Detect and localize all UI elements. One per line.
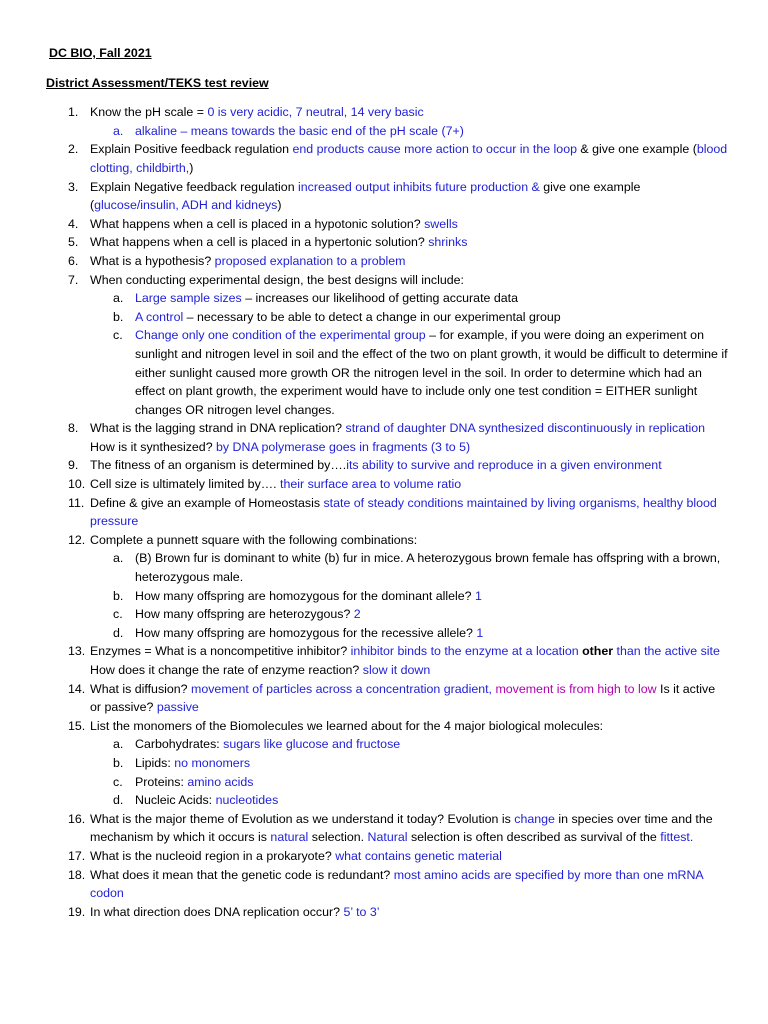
question-number: 4. [68,216,79,231]
sub-question-item [46,308,728,327]
prompt-text: What is the major theme of Evolution as we understand it today? Evolution is [90,811,515,826]
question-item [46,494,728,531]
answer-text: its ability to survive and reproduce in a given environment [346,458,662,473]
answer-text: strand of daughter DNA synthesized discontinuously in replication [345,421,706,436]
answer-text: most amino acids are specified by more than one mRNA codon [90,867,703,901]
question-text [90,458,662,472]
question-item [46,233,728,252]
answer-text: shrinks [428,235,468,250]
question-item [46,419,728,456]
sub-question-letter: a. [113,291,124,306]
answer-text: swells [424,216,458,231]
question-text [90,217,458,231]
question-text [90,142,727,175]
prompt-text: What is diffusion? [90,681,192,696]
question-item [46,252,728,271]
question-item [46,140,728,177]
sub-question-letter: a. [113,737,124,752]
question-item [46,680,728,717]
prompt-text: List the monomers of the Biomolecules we learned about for the 4 major biological molecules: [90,718,604,733]
prompt-text: Proteins: [135,774,188,789]
sub-question-text [135,775,253,789]
question-number: 8. [68,421,79,436]
question-number: 11. [68,495,85,510]
prompt-text: In what direction does DNA replication occur? [90,904,344,919]
answer-text: 1 [476,625,484,640]
prompt-text: What is the nucleoid region in a prokaryote? [90,848,336,863]
answer-text: than the active site [613,644,720,659]
question-item [46,847,728,866]
prompt-text: give one example ( [90,179,641,213]
answer-text: amino acids [187,774,254,789]
answer-text: 1 [475,588,482,603]
answer-text: 5’ to 3’ [343,904,380,919]
prompt-text: Lipids: [135,755,175,770]
sub-question-text [135,589,482,603]
prompt-text: selection. [308,830,368,845]
question-text [90,905,380,919]
highlight-text: movement is from high to low [495,681,657,696]
sub-question-list [90,549,728,642]
prompt-text: Explain Positive feedback regulation [90,142,293,157]
answer-text: Natural [367,830,408,845]
sub-question-text [135,607,361,621]
sub-question-item [46,549,728,586]
prompt-text: How many offspring are homozygous for the dominant allele? [135,588,476,603]
question-item [46,271,728,420]
question-item [46,642,728,679]
sub-question-item [46,587,728,606]
sub-question-letter: a. [113,123,124,138]
prompt-text: What happens when a cell is placed in a hypotonic solution? [90,216,425,231]
answer-text: increased output inhibits future production & [298,179,540,194]
question-text [90,254,405,268]
question-number: 10. [68,477,86,492]
prompt-text: ) [277,198,282,213]
emphasis-text: other [582,644,614,659]
prompt-text: selection is often described as survival of the [407,830,661,845]
answer-text: Change only one condition of the experimental group [135,328,426,343]
sub-question-letter: c. [113,607,123,622]
question-text [90,868,703,901]
question-number: 5. [68,235,79,250]
question-item [46,531,728,643]
answer-text: 0 is very acidic, 7 neutral, 14 very basic [207,105,424,120]
prompt-text: What does it mean that the genetic code is redundant? [90,867,394,882]
sub-question-item [46,122,728,141]
question-text [90,105,424,119]
question-text [90,644,720,677]
question-number: 17. [68,848,86,863]
sub-question-text [135,737,400,751]
sub-question-letter: c. [113,774,123,789]
answer-text: what contains genetic material [335,848,502,863]
question-number: 7. [68,272,79,287]
question-item [46,103,728,140]
question-item [46,475,728,494]
answer-text: alkaline – means towards the basic end of the pH scale (7+) [135,123,464,138]
prompt-text: What is the lagging strand in DNA replication? [90,421,346,436]
sub-question-item [46,289,728,308]
prompt-text: – for example, if you were doing an experiment on sunlight and nitrogen level in soil and the effect of the two on plant growth, it would be difficult to determine if either sunlight caused more growth OR the nitrogen level in the soil. In order to determine which had an effect on plant growth, the experiment would have to include only one test condition = EITHER sunlight changes OR nitrogen level changes. [135,328,728,417]
question-text [90,496,717,529]
answer-text: glucose/insulin, ADH and kidneys [94,198,278,213]
answer-text: Large sample sizes [135,291,242,306]
answer-text: passive [156,700,199,715]
answer-text: A control [135,309,184,324]
question-number: 1. [68,105,79,120]
sub-question-letter: b. [113,309,124,324]
prompt-text: – increases our likelihood of getting accurate data [241,291,518,306]
question-number: 6. [68,253,79,268]
question-number: 15. [68,718,86,733]
question-text [90,477,461,491]
prompt-text: When conducting experimental design, the best designs will include: [90,272,465,287]
prompt-text: in species over time and the mechanism by which it occurs is [90,811,713,845]
answer-text: their surface area to volume ratio [280,477,462,492]
answer-text: sugars like glucose and fructose [223,737,401,752]
answer-text: blood clotting, childbirth, [90,142,728,175]
prompt-text: (B) Brown fur is dominant to white (b) fur in mice. A heterozygous brown female has offspring with a brown, heterozygous male. [135,551,721,585]
prompt-text: Know the pH scale = [90,105,208,120]
question-number: 16. [68,811,86,826]
sub-question-list [90,122,728,141]
question-item [46,456,728,475]
question-text [90,235,467,249]
answer-text: natural [270,830,309,845]
question-item [46,717,728,810]
prompt-text: Carbohydrates: [135,737,224,752]
prompt-text: What is a hypothesis? [90,253,215,268]
prompt-text: How many offspring are heterozygous? [135,607,354,622]
sub-question-list [90,289,728,419]
sub-question-text [135,756,250,770]
question-number: 13. [68,644,86,659]
prompt-text: Complete a punnett square with the following combinations: [90,532,418,547]
prompt-text: – necessary to be able to detect a change in our experimental group [183,309,561,324]
prompt-text: The fitness of an organism is determined by…. [90,458,347,473]
prompt-text: Enzymes = What is a noncompetitive inhibitor? [90,644,351,659]
prompt-text: How is it synthesized? [90,439,217,454]
sub-question-item [46,754,728,773]
sub-question-letter: c. [113,328,123,343]
question-number: 14. [68,681,86,696]
question-list [46,103,728,921]
question-number: 9. [68,458,79,473]
answer-text: change [514,811,555,826]
question-text [90,682,715,715]
answer-text: 2 [353,607,361,622]
prompt-text: Define & give an example of Homeostasis [90,495,324,510]
sub-question-text [135,626,483,640]
sub-question-text [135,793,278,807]
sub-question-letter: b. [113,755,124,770]
sub-question-text [135,328,728,416]
answer-text: by DNA polymerase goes in fragments (3 to 5) [216,439,471,454]
question-text [90,849,502,863]
question-item [46,866,728,903]
prompt-text: Explain Negative feedback regulation [90,179,299,194]
sub-question-letter: d. [113,625,124,640]
sub-question-text [135,310,561,324]
question-text [90,812,713,845]
question-number: 12. [68,532,86,547]
question-item [46,810,728,847]
course-title: DC BIO, Fall 2021 [49,46,152,60]
answer-text: inhibitor binds to the enzyme at a location [350,644,583,659]
sub-question-letter: a. [113,551,124,566]
prompt-text: Cell size is ultimately limited by…. [90,477,281,492]
prompt-text: How does it change the rate of enzyme reaction? [90,663,363,677]
question-text [90,533,417,547]
question-text [90,719,603,733]
sub-question-item [46,326,728,419]
sub-question-letter: b. [113,588,124,603]
prompt-text: What happens when a cell is placed in a hypertonic solution? [90,235,429,250]
answer-text: proposed explanation to a problem [214,253,406,268]
prompt-text: & give one example ( [576,142,697,157]
answer-text: fittest. [660,830,694,845]
sub-question-item [46,605,728,624]
question-item [46,215,728,234]
answer-text: slow it down [362,663,431,677]
question-item [46,903,728,922]
answer-text: end products cause more action to occur in the loop [292,142,577,157]
sub-question-item [46,791,728,810]
prompt-text: Is it active or passive? [90,681,716,715]
answer-text: state of steady conditions maintained by living organisms, healthy blood pressure [90,495,717,529]
sub-question-text [135,551,720,584]
question-item [46,178,728,215]
prompt-text: ) [189,160,194,175]
review-title: District Assessment/TEKS test review [46,75,269,90]
sub-question-list [90,735,728,809]
question-number: 3. [68,179,79,194]
sub-question-text [135,124,464,138]
prompt-text: Nucleic Acids: [135,793,216,808]
answer-text: movement of particles across a concentration gradient, [191,681,496,696]
answer-text: no monomers [174,755,251,770]
sub-question-item [46,735,728,754]
sub-question-letter: d. [113,793,124,808]
question-number: 18. [68,867,86,882]
sub-question-item [46,773,728,792]
question-text [90,421,705,454]
question-number: 2. [68,142,79,157]
sub-question-item [46,624,728,643]
prompt-text: How many offspring are homozygous for the recessive allele? [135,625,477,640]
answer-text: nucleotides [215,793,279,808]
sub-question-text [135,291,518,305]
question-text [90,180,640,213]
question-number: 19. [68,904,86,919]
question-text [90,273,464,287]
